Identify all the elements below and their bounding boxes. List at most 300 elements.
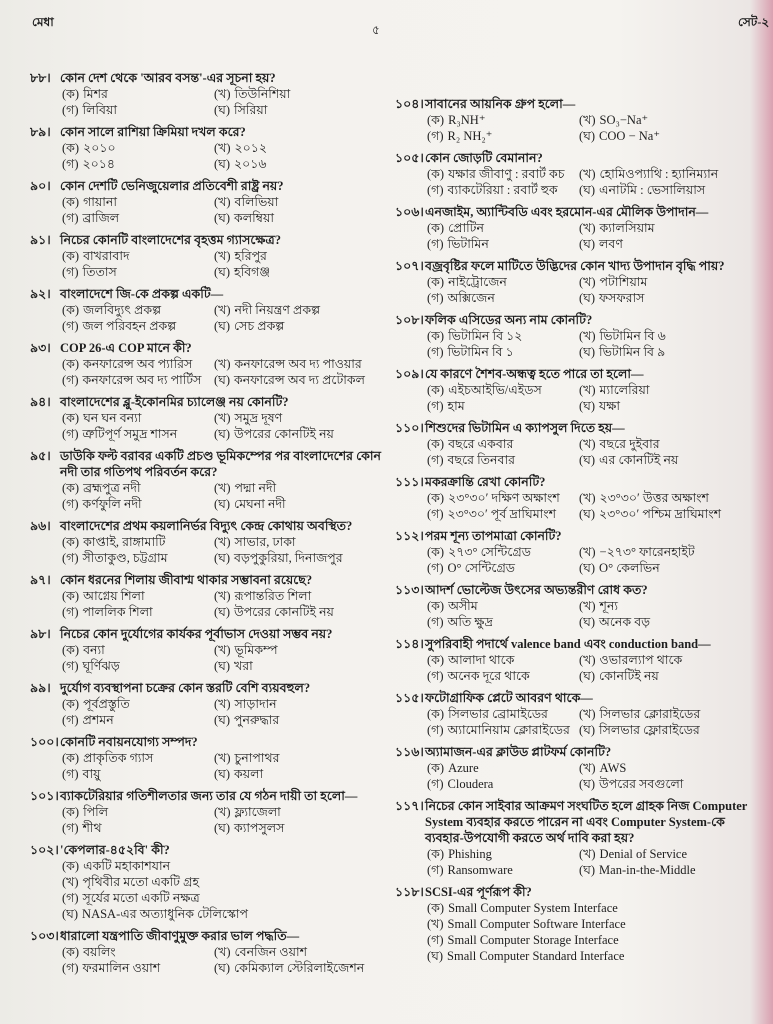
- option-text: সিলভার ব্রোমাইডের: [448, 707, 548, 721]
- options: [427, 900, 750, 964]
- option-label: (গ): [427, 669, 444, 683]
- option-text: বেনজিন ওয়াশ: [234, 945, 307, 959]
- options: [427, 598, 750, 630]
- question-text: আদর্শ ভোল্টেজ উৎসের অভ্যন্তরীণ রোধ কত?: [425, 583, 648, 597]
- question-number: ১১৮।: [395, 885, 424, 899]
- page-number: ৫: [372, 23, 380, 37]
- question-stem: [30, 124, 385, 140]
- option-label: (ক): [62, 697, 80, 711]
- option-text: ফসফরাস: [599, 291, 645, 305]
- question: [30, 178, 385, 226]
- question-stem: [30, 178, 385, 194]
- options: [62, 86, 385, 118]
- option-text: R₃NH⁺: [448, 113, 486, 127]
- option-text: সমুদ্র দূষণ: [234, 411, 283, 425]
- option: [427, 776, 579, 792]
- question-number: ১১৭।: [395, 799, 424, 813]
- question: [30, 842, 385, 922]
- option-text: পৃথিবীর মতো একটি গ্রহ: [82, 875, 200, 889]
- option: [214, 356, 385, 372]
- option-text: হবিগঞ্জ: [234, 265, 271, 279]
- question-text: নিচের কোনটি বাংলাদেশের বৃহত্তম গ্যাসক্ষেত্র?: [60, 233, 281, 247]
- option-text: এর কোনটিই নয়: [599, 453, 679, 467]
- option-text: ২৩°৩০′ পূর্ব দ্রাঘিমাংশ: [447, 507, 557, 521]
- option: [579, 436, 750, 452]
- option: [579, 128, 750, 144]
- option-text: Small Computer Standard Interface: [447, 949, 625, 963]
- option-text: সাড়াদান: [234, 697, 277, 711]
- option: [214, 712, 385, 728]
- option: [214, 102, 385, 118]
- question-text: কোন ধরনের শিলায় জীবাশ্ম থাকার সম্ভাবনা রয়েছে?: [60, 573, 313, 587]
- option-text: Small Computer Storage Interface: [447, 933, 619, 947]
- option: [579, 760, 750, 776]
- option-label: (ঘ): [579, 345, 596, 359]
- option: [214, 480, 385, 496]
- option: [62, 588, 214, 604]
- option-label: (খ): [579, 437, 596, 451]
- option: [579, 544, 750, 560]
- question-text: বজ্রবৃষ্টির ফলে মাটিতে উদ্ভিদের কোন খাদ্য উপাদান বৃদ্ধি পায়?: [425, 259, 725, 273]
- option-text: বছরে দুইবার: [599, 437, 660, 451]
- question-number: ৯৪।: [30, 395, 51, 409]
- option: [214, 750, 385, 766]
- option-label: (ঘ): [214, 767, 231, 781]
- options: [62, 588, 385, 620]
- option: [579, 506, 750, 522]
- question: [395, 420, 750, 468]
- option-label: (গ): [427, 777, 444, 791]
- option-text: উপরের কোনটিই নয়: [234, 427, 334, 441]
- question-number: ১০৯।: [395, 367, 424, 381]
- option: [214, 210, 385, 226]
- option: [579, 344, 750, 360]
- options: [62, 944, 385, 976]
- option-text: ২০১৬: [234, 157, 267, 171]
- option-label: (ক): [62, 535, 80, 549]
- option-label: (ক): [62, 411, 80, 425]
- option-text: পাললিক শিলা: [82, 605, 153, 619]
- option-label: (খ): [579, 113, 596, 127]
- option-text: প্রাকৃতিক গ্যাস: [83, 751, 154, 765]
- option-text: R₂ NH₂⁺: [447, 129, 493, 143]
- option-label: (খ): [579, 545, 596, 559]
- question: [395, 744, 750, 792]
- option-text: প্রশমন: [82, 713, 114, 727]
- option-label: (ঘ): [579, 615, 596, 629]
- option: [62, 372, 214, 388]
- option-text: ত্রুটিপূর্ণ সমুদ্র শাসন: [82, 427, 178, 441]
- option-text: বছরে তিনবার: [447, 453, 515, 467]
- option-text: সাভার, ঢাকা: [234, 535, 296, 549]
- option: [62, 712, 214, 728]
- options: [427, 274, 750, 306]
- option: [579, 166, 750, 182]
- option-label: (খ): [579, 275, 596, 289]
- option-text: COO − Na⁺: [599, 129, 660, 143]
- option-label: (ক): [62, 643, 80, 657]
- question-number: ১১৪।: [395, 637, 424, 651]
- question-stem: [395, 474, 750, 490]
- option: [579, 290, 750, 306]
- question-number: ১০৪।: [395, 97, 424, 111]
- header-title: মেধা: [32, 15, 54, 29]
- option-label: (খ): [579, 491, 596, 505]
- left-column: [30, 70, 385, 982]
- option: [579, 112, 750, 128]
- question: [395, 258, 750, 306]
- question: [395, 204, 750, 252]
- option-text: বলিভিয়া: [234, 195, 279, 209]
- option: [62, 906, 385, 922]
- right-column: [395, 96, 750, 970]
- option-label: (খ): [214, 249, 231, 263]
- option-text: O° কেলভিন: [599, 561, 660, 575]
- option: [427, 220, 579, 236]
- option-label: (খ): [579, 221, 596, 235]
- option-text: ভিটামিন বি ৯: [599, 345, 666, 359]
- question-stem: [395, 798, 750, 846]
- option-text: হাম: [447, 399, 465, 413]
- option: [62, 550, 214, 566]
- option-label: (গ): [62, 497, 79, 511]
- option: [62, 248, 214, 264]
- question-stem: [395, 744, 750, 760]
- options: [427, 544, 750, 576]
- question-number: ১১৬।: [395, 745, 424, 759]
- option-label: (খ): [579, 847, 596, 861]
- question-text: বাংলাদেশের ব্লু-ইকোনমির চ্যালেঞ্জ নয় কোনটি?: [60, 395, 289, 409]
- question-text: মকরক্রান্তি রেখা কোনটি?: [425, 475, 546, 489]
- option-text: কনফারেন্স অব দ্য পার্টিস: [82, 373, 202, 387]
- option: [214, 248, 385, 264]
- question-number: ৯৯।: [30, 681, 51, 695]
- option-text: কেমিক্যাল স্টেরিলাইজেশন: [234, 961, 365, 975]
- option: [579, 776, 750, 792]
- options: [427, 760, 750, 792]
- option-text: ২৩°৩০′ উত্তর অক্ষাংশ: [599, 491, 709, 505]
- question-text: দুর্যোগ ব্যবস্থাপনা চক্রের কোন স্তরটি বেশি ব্যয়বহুল?: [60, 681, 311, 695]
- option-text: পিলি: [83, 805, 109, 819]
- question: [30, 394, 385, 442]
- option: [427, 182, 579, 198]
- option-text: বায়ু: [82, 767, 101, 781]
- question-stem: [395, 636, 750, 652]
- option-text: ওভারল্যাপ থাকে: [599, 653, 683, 667]
- option-label: (ঘ): [214, 821, 231, 835]
- option: [427, 722, 579, 738]
- question-stem: [395, 690, 750, 706]
- options: [427, 166, 750, 198]
- question-number: ১১২।: [395, 529, 424, 543]
- option: [214, 86, 385, 102]
- options: [62, 696, 385, 728]
- option-text: কয়লা: [234, 767, 264, 781]
- option-label: (গ): [62, 891, 79, 905]
- option-label: (গ): [62, 659, 79, 673]
- option: [62, 766, 214, 782]
- question: [30, 286, 385, 334]
- option-label: (গ): [62, 427, 79, 441]
- question-text: কোন দেশ থেকে 'আরব বসন্ত'-এর সূচনা হয়?: [60, 71, 276, 85]
- options: [427, 112, 750, 144]
- option-label: (ঘ): [214, 713, 231, 727]
- option-label: (ঘ): [579, 777, 596, 791]
- option-label: (ঘ): [579, 723, 596, 737]
- option-label: (খ): [214, 141, 231, 155]
- question-text: ব্যাকটেরিয়ার গতিশীলতার জন্য তার যে গঠন দায়ী তা হলো—: [60, 789, 358, 803]
- options: [427, 328, 750, 360]
- option-label: (ক): [62, 589, 80, 603]
- question-stem: [30, 680, 385, 696]
- question: [30, 448, 385, 512]
- question-stem: [395, 884, 750, 900]
- question-text: ফটোগ্রাফিক প্লেটে আবরণ থাকে—: [425, 691, 593, 705]
- option-text: রূপান্তরিত শিলা: [234, 589, 312, 603]
- option-text: ভিটামিন বি ৬: [599, 329, 666, 343]
- option: [62, 960, 214, 976]
- option: [214, 658, 385, 674]
- option: [62, 696, 214, 712]
- option-label: (ক): [62, 751, 80, 765]
- option-label: (ক): [427, 761, 445, 775]
- option-label: (খ): [579, 383, 596, 397]
- option-label: (ক): [427, 847, 445, 861]
- option-label: (ঘ): [579, 863, 596, 877]
- option: [427, 506, 579, 522]
- option: [62, 658, 214, 674]
- option-label: (গ): [62, 551, 79, 565]
- option-text: অতি ক্ষুদ্র: [447, 615, 493, 629]
- question: [30, 734, 385, 782]
- options: [427, 652, 750, 684]
- option-label: (খ): [579, 167, 596, 181]
- question-stem: [30, 448, 385, 480]
- option-label: (ক): [62, 195, 80, 209]
- option: [62, 86, 214, 102]
- option-label: (ঘ): [214, 157, 231, 171]
- option-text: অনেক দূরে থাকে: [447, 669, 530, 683]
- option-label: (ঘ): [579, 183, 596, 197]
- option-label: (খ): [214, 87, 231, 101]
- option: [579, 706, 750, 722]
- question-number: ৯২।: [30, 287, 51, 301]
- option-text: কনফারেন্স অব প্যারিস: [83, 357, 193, 371]
- option-text: কনফারেন্স অব দ্য পাওয়ার: [234, 357, 362, 371]
- question: [30, 572, 385, 620]
- option-label: (ক): [427, 113, 445, 127]
- options: [62, 750, 385, 782]
- option-label: (ক): [427, 545, 445, 559]
- option-text: লবণ: [599, 237, 623, 251]
- question-stem: [395, 528, 750, 544]
- option-text: ভিটামিন বি ১: [447, 345, 514, 359]
- option-text: −২৭৩° ফারেনহাইট: [599, 545, 695, 559]
- option-text: অক্সিজেন: [447, 291, 495, 305]
- options: [427, 436, 750, 468]
- question: [30, 124, 385, 172]
- option-label: (খ): [214, 805, 231, 819]
- option-label: (ক): [62, 859, 80, 873]
- option-text: ব্রাজিল: [82, 211, 120, 225]
- option: [579, 652, 750, 668]
- option-label: (গ): [62, 319, 79, 333]
- option-label: (খ): [214, 195, 231, 209]
- option-label: (ঘ): [579, 399, 596, 413]
- option-label: (গ): [62, 767, 79, 781]
- option: [579, 382, 750, 398]
- option-text: Phishing: [448, 847, 492, 861]
- option-text: বছরে একবার: [448, 437, 514, 451]
- option-text: ২৭৩° সেন্টিগ্রেড: [448, 545, 531, 559]
- question-text: যে কারণে শৈশব-অন্ধত্ব হতে পারে তা হলো—: [425, 367, 644, 381]
- question-number: ১১৫।: [395, 691, 424, 705]
- option-text: সিলভার ফ্লোরাইডের: [599, 723, 700, 737]
- option-label: (ক): [427, 167, 445, 181]
- option: [62, 642, 214, 658]
- option-label: (গ): [427, 183, 444, 197]
- question: [30, 928, 385, 976]
- option: [62, 302, 214, 318]
- question-text: 'কেপলার-৪৫২বি' কী?: [60, 843, 170, 857]
- option-text: ২০১৪: [82, 157, 116, 171]
- option-text: পুনরুদ্ধার: [234, 713, 280, 727]
- option: [214, 410, 385, 426]
- option: [214, 550, 385, 566]
- options: [62, 356, 385, 388]
- option: [214, 264, 385, 280]
- options: [427, 382, 750, 414]
- question-text: ফলিক এসিডের অন্য নাম কোনটি?: [425, 313, 593, 327]
- options: [62, 194, 385, 226]
- option-label: (ঘ): [214, 265, 231, 279]
- option-text: ২৩°৩০′ দক্ষিণ অক্ষাংশ: [448, 491, 560, 505]
- question-stem: [30, 340, 385, 356]
- option-text: অ্যামোনিয়াম ক্লোরাইডের: [447, 723, 570, 737]
- question-text: অ্যামাজন-এর ক্লাউড প্লাটফর্ম কোনটি?: [425, 745, 612, 759]
- option-label: (ক): [62, 805, 80, 819]
- option: [62, 944, 214, 960]
- option-text: ভূমিকম্প: [234, 643, 278, 657]
- option: [62, 156, 214, 172]
- options: [427, 220, 750, 252]
- question-stem: [30, 518, 385, 534]
- option-label: (ক): [62, 87, 80, 101]
- option-label: (ঘ): [579, 507, 596, 521]
- option-label: (খ): [214, 643, 231, 657]
- option: [579, 182, 750, 198]
- options: [62, 248, 385, 280]
- option-text: শূন্য: [599, 599, 619, 613]
- option-label: (গ): [62, 265, 79, 279]
- question-text: ডাউকি ফল্ট বরাবর একটি প্রচণ্ড ভূমিকম্পের পর বাংলাদেশের কোন নদী তার গতিপথ পরিবর্তন করে?: [60, 449, 382, 479]
- option-text: কর্ণফুলি নদী: [82, 497, 142, 511]
- option-text: ম্যালেরিয়া: [599, 383, 650, 397]
- option: [579, 846, 750, 862]
- option: [62, 356, 214, 372]
- option-text: উপরের কোনটিই নয়: [234, 605, 334, 619]
- option-text: Man-in-the-Middle: [599, 863, 696, 877]
- option-label: (গ): [427, 453, 444, 467]
- question-stem: [395, 204, 750, 220]
- option: [427, 916, 750, 932]
- option-text: Denial of Service: [599, 847, 688, 861]
- option-label: (খ): [214, 697, 231, 711]
- question-stem: [30, 842, 385, 858]
- option-label: (গ): [427, 237, 444, 251]
- question-text: SCSI-এর পূর্ণরূপ কী?: [425, 885, 532, 899]
- option-text: পটাশিয়াম: [599, 275, 648, 289]
- question-number: ১০১।: [30, 789, 59, 803]
- question-number: ১১৩।: [395, 583, 424, 597]
- option-label: (গ): [62, 373, 79, 387]
- option-label: (গ): [62, 211, 79, 225]
- question-stem: [395, 366, 750, 382]
- question-text: সুপরিবাহী পদার্থে valence band এবং conduction band—: [425, 637, 711, 651]
- option-label: (গ): [427, 507, 444, 521]
- options: [62, 140, 385, 172]
- question-text: নিচের কোন দুর্যোগের কার্যকর পূর্বাভাস দেওয়া সম্ভব নয়?: [60, 627, 333, 641]
- question-stem: [30, 788, 385, 804]
- option-text: ব্যাকটেরিয়া : রবার্ট হুক: [447, 183, 558, 197]
- option-label: (খ): [579, 599, 596, 613]
- option: [427, 760, 579, 776]
- option-label: (খ): [579, 329, 596, 343]
- question-text: এনজাইম, অ্যান্টিবডি এবং হরমোন-এর মৌলিক উপাদান—: [425, 205, 709, 219]
- option-label: (ক): [427, 707, 445, 721]
- option-text: সূর্যের মতো একটি নক্ষত্র: [82, 891, 200, 905]
- option: [62, 264, 214, 280]
- option: [214, 302, 385, 318]
- option-text: যক্ষার জীবাণু : রবার্ট কচ: [448, 167, 565, 181]
- options: [62, 302, 385, 334]
- option-label: (ঘ): [579, 291, 596, 305]
- option: [427, 846, 579, 862]
- option-text: Small Computer Software Interface: [447, 917, 626, 931]
- option: [427, 598, 579, 614]
- option-label: (ঘ): [214, 319, 231, 333]
- option-label: (খ): [214, 303, 231, 317]
- option: [427, 290, 579, 306]
- option: [62, 102, 214, 118]
- option: [427, 112, 579, 128]
- option-label: (ঘ): [579, 453, 596, 467]
- question-stem: [30, 626, 385, 642]
- option-label: (খ): [214, 357, 231, 371]
- option-text: তিতাস: [82, 265, 117, 279]
- question: [30, 518, 385, 566]
- question-stem: [395, 150, 750, 166]
- option-text: সেচ প্রকল্প: [234, 319, 285, 333]
- question-stem: [30, 286, 385, 302]
- option-label: (খ): [214, 481, 231, 495]
- option-label: (খ): [214, 945, 231, 959]
- option: [427, 932, 750, 948]
- option-label: (খ): [579, 707, 596, 721]
- option: [579, 598, 750, 614]
- option-label: (ক): [427, 653, 445, 667]
- option-label: (গ): [427, 291, 444, 305]
- option-text: Cloudera: [447, 777, 494, 791]
- option-text: অসীম: [448, 599, 478, 613]
- option-label: (খ): [579, 761, 596, 775]
- option-label: (ঘ): [214, 551, 231, 565]
- question: [395, 150, 750, 198]
- option: [579, 614, 750, 630]
- question-number: ১০৬।: [395, 205, 424, 219]
- option-text: হরিপুর: [234, 249, 267, 263]
- option: [62, 804, 214, 820]
